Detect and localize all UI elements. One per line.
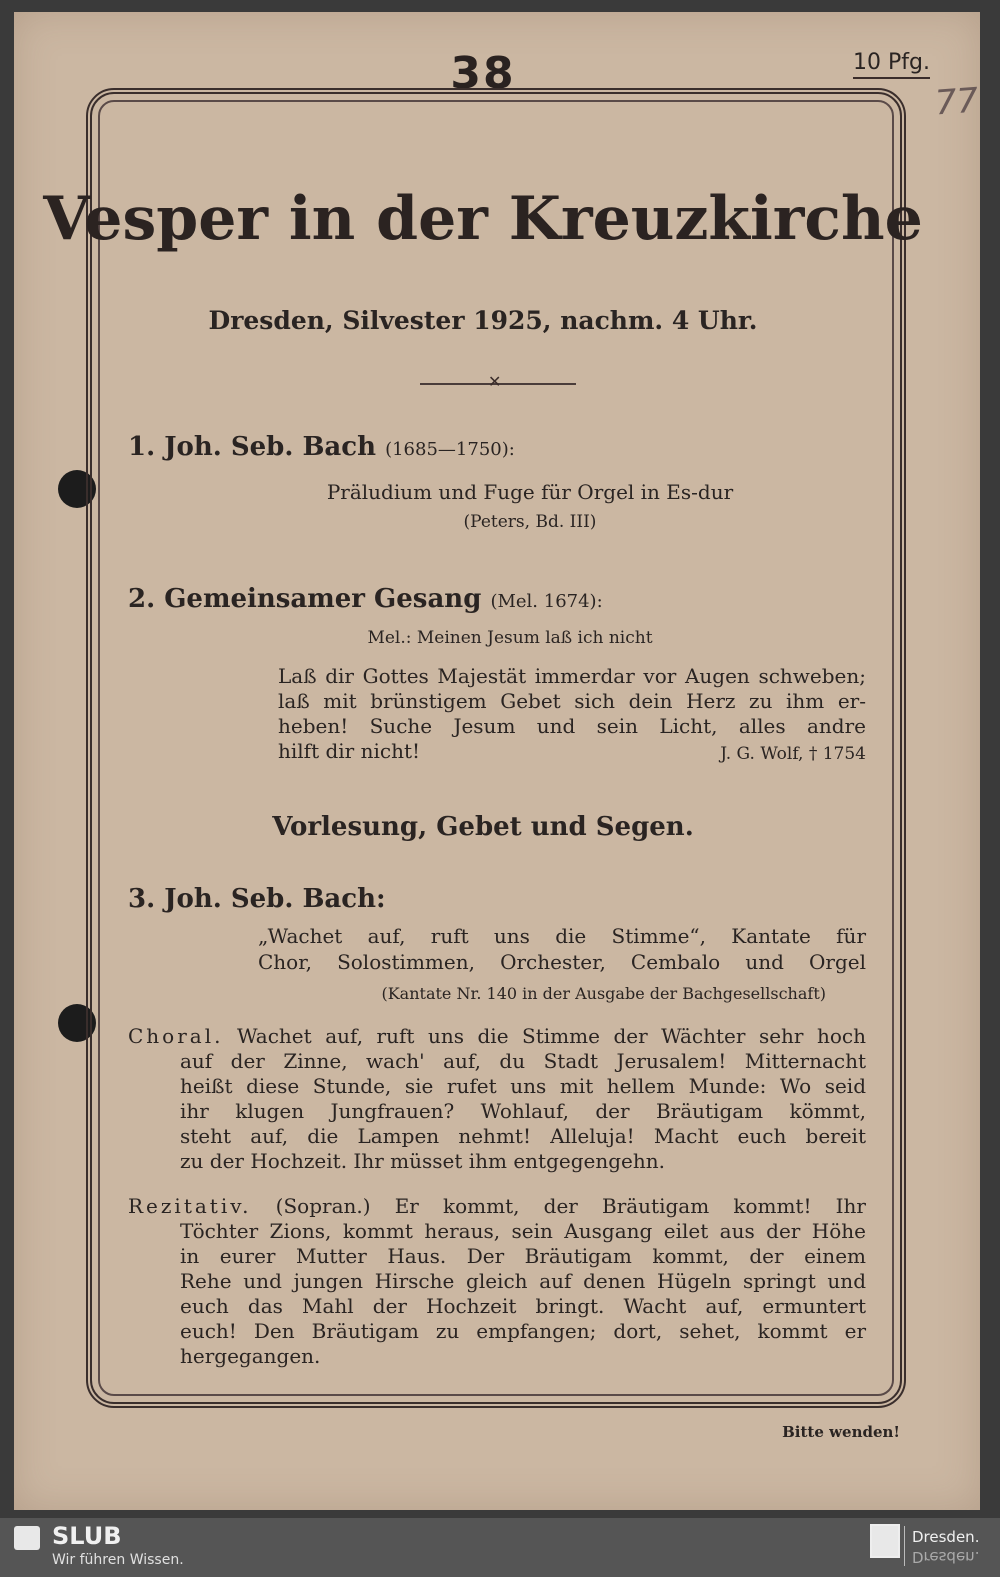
rezitativ-line: Rehe und jungen Hirsche gleich auf denen Hügeln springt und: [180, 1269, 866, 1293]
choral-line: ihr klugen Jungfrauen? Wohlauf, der Bräutigam kömmt,: [180, 1099, 866, 1123]
hymn-line: laß mit brünstigem Gebet sich dein Herz zu ihm er-: [278, 689, 866, 713]
hymn-line: Laß dir Gottes Majestät immerdar vor Augen schweben;: [278, 664, 866, 688]
turn-page-note: Bitte wenden!: [782, 1423, 900, 1441]
rezitativ-line: in eurer Mutter Haus. Der Bräutigam kommt, der einem: [180, 1244, 866, 1268]
rezitativ-line: euch das Mahl der Hochzeit bringt. Wacht auf, ermuntert: [180, 1294, 866, 1318]
rezitativ-line: (Sopran.) Er kommt, der Bräutigam kommt! Ihr: [275, 1194, 866, 1218]
choral-line: steht auf, die Lampen nehmt! Alleluja! Macht euch bereit: [180, 1124, 866, 1148]
rezitativ-line: Töchter Zions, kommt heraus, sein Ausgang eilet aus der Höhe: [180, 1219, 866, 1243]
page-number: 38: [450, 48, 516, 99]
item1-heading: [128, 432, 515, 462]
item3-edition: (Kantate Nr. 140 in der Ausgabe der Bachgesellschaft): [381, 984, 826, 1003]
item2-melody: Mel.: Meinen Jesum laß ich nicht: [367, 628, 653, 648]
item1-work: Präludium und Fuge für Orgel in Es-dur: [326, 480, 734, 504]
choral-line: auf der Zinne, wach' auf, du Stadt Jerusalem! Mitternacht: [180, 1049, 866, 1073]
item2-melody-ref: (Mel. 1674):: [490, 591, 603, 612]
rezitativ-line: euch! Den Bräutigam zu empfangen; dort, sehet, kommt er: [180, 1319, 866, 1343]
slub-tagline: Wir führen Wissen.: [52, 1552, 184, 1568]
page-title: Vesper in der Kreuzkirche: [43, 184, 923, 254]
choral-line: heißt diese Stunde, sie rufet uns mit hellem Munde: Wo seid: [180, 1074, 866, 1098]
choral-label: Choral.: [128, 1024, 224, 1048]
item1-edition: (Peters, Bd. III): [463, 512, 597, 532]
choral-line: Wachet auf, ruft uns die Stimme der Wächter sehr hoch: [236, 1024, 866, 1048]
item3-work-line: Chor, Solostimmen, Orchester, Cembalo und Orgel: [258, 950, 866, 974]
section-heading: Vorlesung, Gebet und Segen.: [272, 812, 694, 842]
footer-bar: [0, 1518, 1000, 1577]
item3-heading: 3. Joh. Seb. Bach:: [128, 884, 386, 914]
dresden-logo-reflection: Dresden.: [912, 1548, 980, 1566]
item2-title: 2. Gemeinsamer Gesang: [128, 584, 482, 614]
item3-work-line: „Wachet auf, ruft uns die Stimme“, Kantate für: [258, 924, 866, 948]
hymn-author: J. G. Wolf, † 1754: [720, 744, 866, 764]
rezitativ-label: Rezitativ.: [128, 1194, 252, 1218]
hymn-line: heben! Suche Jesum und sein Licht, alles andre: [278, 714, 866, 738]
item1-dates: (1685—1750):: [385, 439, 515, 460]
rezitativ-first-line: [128, 1194, 866, 1218]
dresden-crest-icon[interactable]: [870, 1524, 900, 1558]
slub-logo-icon[interactable]: [14, 1526, 40, 1550]
divider-ornament-icon: ✕: [488, 372, 502, 391]
item2-heading: [128, 584, 603, 614]
choral-first-line: [128, 1024, 866, 1048]
slub-brand[interactable]: SLUB: [52, 1522, 122, 1550]
dresden-logo[interactable]: Dresden.: [912, 1528, 980, 1546]
rezitativ-line: hergegangen.: [180, 1344, 321, 1368]
page-subtitle: Dresden, Silvester 1925, nachm. 4 Uhr.: [208, 306, 758, 335]
separator: [904, 1526, 905, 1566]
hymn-line: hilft dir nicht!: [278, 739, 421, 763]
choral-line: zu der Hochzeit. Ihr müsset ihm entgegengehn.: [180, 1149, 665, 1173]
item1-title: 1. Joh. Seb. Bach: [128, 432, 377, 462]
price-label: 10 Pfg.: [853, 50, 930, 79]
handwritten-note: 77: [933, 80, 980, 124]
